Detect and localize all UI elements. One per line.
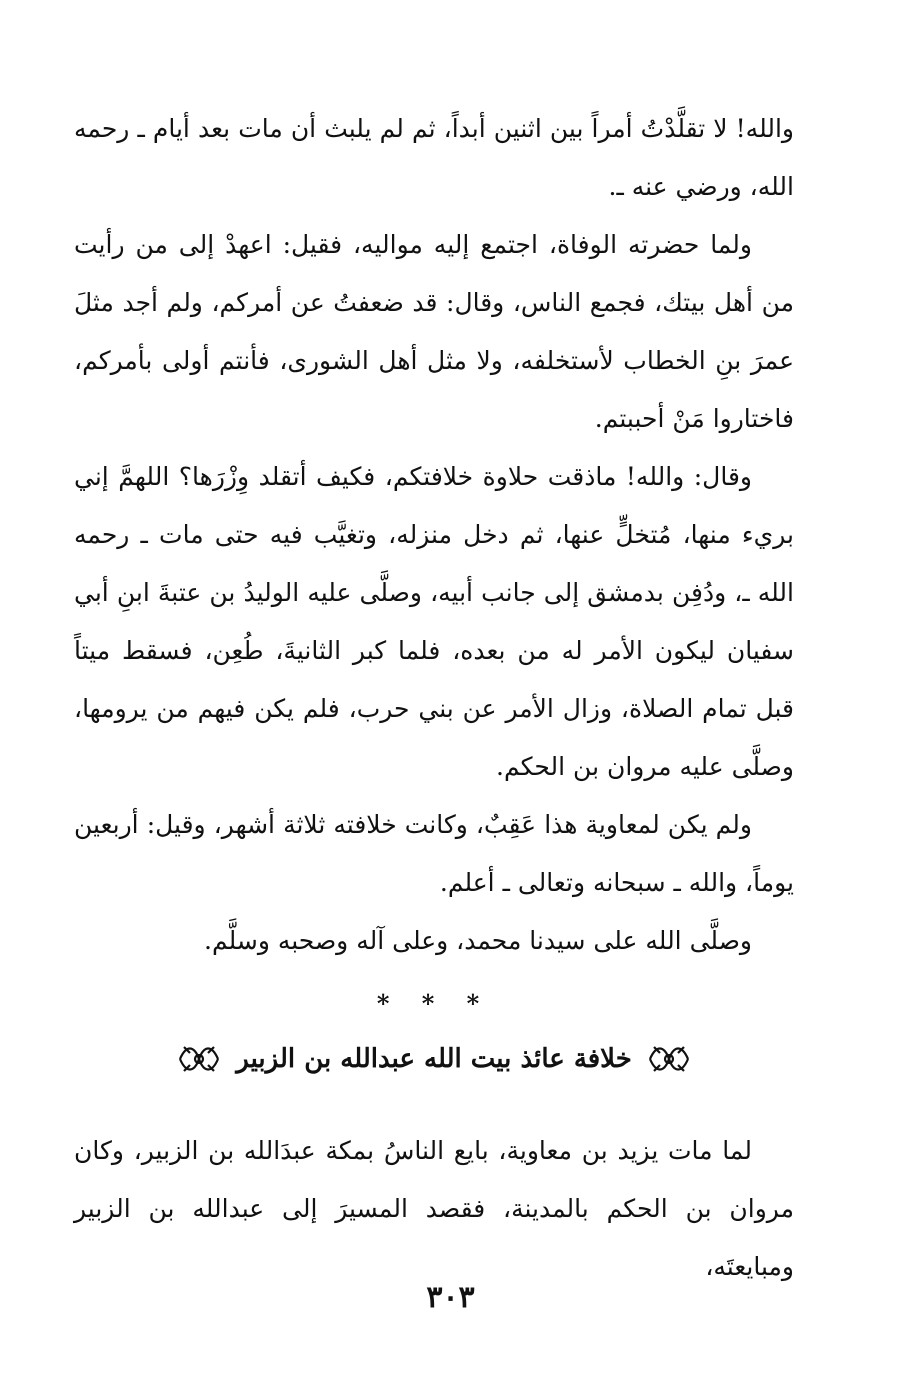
section-paragraph: لما مات يزيد بن معاوية، بايع الناسُ بمكة عبدَالله بن الزبير، وكان مروان بن الحكم بالمدينة، فقصد المسيرَ إلى عبدالله بن الزبير ومبايعتَه، bbox=[74, 1136, 794, 1281]
ornament-left-icon bbox=[176, 1039, 222, 1079]
paragraph-2: ولما حضرته الوفاة، اجتمع إليه مواليه، فقيل: اعهدْ إلى من رأيت من أهل بيتك، فجمع الناس، وقال: قد ضعفتُ عن أمركم، ولم أجد مثلَ عمرَ بنِ الخطاب لأستخلفه، ولا مثل أهل الشورى، فأنتم أولى بأمركم، فاختاروا مَنْ أحببتم. bbox=[74, 230, 794, 433]
ornament-right-icon bbox=[646, 1039, 692, 1079]
section-title: خلافة عائذ بيت الله عبدالله بن الزبير bbox=[236, 1044, 632, 1074]
page-body bbox=[74, 100, 794, 1296]
paragraph-1: والله! لا تقلَّدْتُ أمراً بين اثنين أبداً، ثم لم يلبث أن مات بعد أيام ـ رحمه الله، ورضي عنه ـ. bbox=[74, 114, 794, 201]
section-heading bbox=[74, 1034, 794, 1084]
paragraph-4: ولم يكن لمعاوية هذا عَقِبٌ، وكانت خلافته ثلاثة أشهر، وقيل: أربعين يوماً، والله ـ سبحانه وتعالى ـ أعلم. bbox=[74, 810, 794, 897]
paragraph-5: وصلَّى الله على سيدنا محمد، وعلى آله وصحبه وسلَّم. bbox=[204, 926, 752, 955]
section-separator: * * * bbox=[376, 989, 492, 1018]
paragraph-3: وقال: والله! ماذقت حلاوة خلافتكم، فكيف أتقلد وِزْرَها؟ اللهمَّ إني بريء منها، مُتخلٍّ عنها، ثم دخل منزله، وتغيَّب فيه حتى مات ـ رحمه الله ـ، ودُفِن بدمشق إلى جانب أبيه، وصلَّى عليه الوليدُ بن عتبةَ ابنِ أبي سفيان ليكون الأمر له من بعده، فلما كبر الثانيةَ، طُعِن، فسقط ميتاً قبل تمام الصلاة، وزال الأمر عن بني حرب، فلم يكن فيهم من يرومها، وصلَّى عليه مروان بن الحكم. bbox=[74, 462, 794, 781]
page-number: ٣٠٣ bbox=[426, 1280, 475, 1315]
